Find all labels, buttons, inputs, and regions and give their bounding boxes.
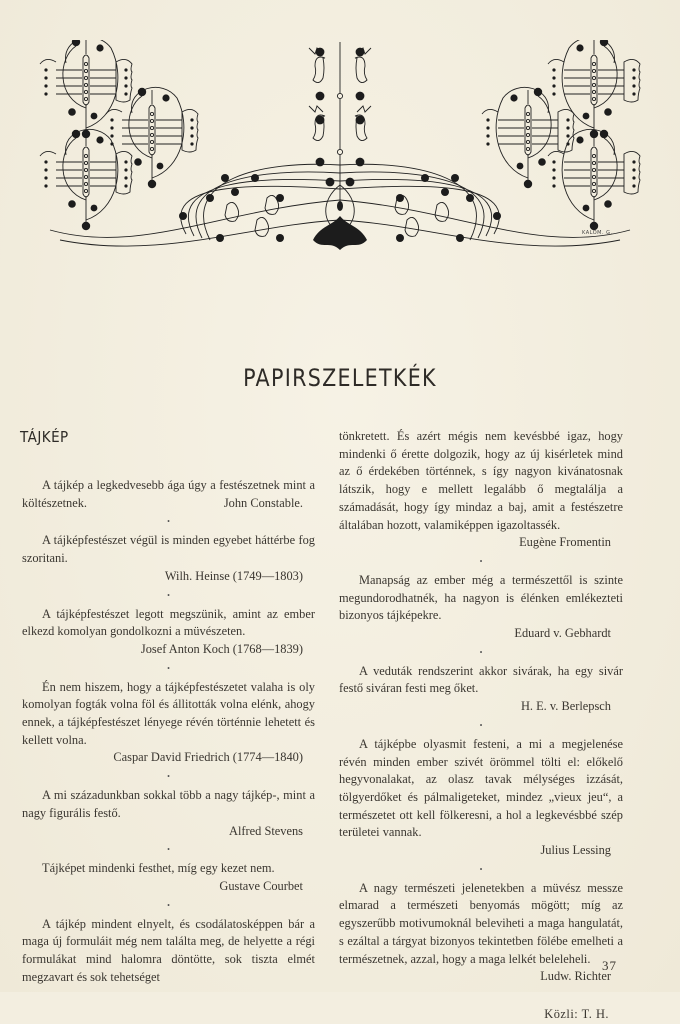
ornament-stroke xyxy=(63,138,86,200)
ornament-center-eye xyxy=(337,201,343,211)
quote-text: A tájképbe olyasmit festeni, a mi a megjelenése révén minden ember szivét örömmel tölti el: előkelő hegyvonalakat, az olasz tavak mélységes izzását, tölgyerdőket és pálmaligeteket, mindez „vieux jeu“, a természetet ott kell fölkeresni, a hol a legkevésbbé szép területei vannak. xyxy=(339,736,623,840)
ornament-dot xyxy=(632,184,635,187)
ornament-dot xyxy=(337,149,342,154)
ornament-dot xyxy=(91,113,98,120)
quote-separator: • xyxy=(167,663,170,673)
ornament-petals xyxy=(40,59,56,64)
quote-author: Wilh. Heinse (1749—1803) xyxy=(164,568,303,583)
ornament-dot xyxy=(134,158,142,166)
quote-separator: • xyxy=(167,772,170,782)
quote-block xyxy=(22,477,315,512)
ornament-petals xyxy=(40,151,56,156)
ornament-stroke xyxy=(357,106,371,112)
quote-text: A tájképfestészet végül is minden egyebet háttérbe fog szoritani. xyxy=(22,533,315,566)
ornament-dot xyxy=(526,147,529,150)
ornament-dot xyxy=(632,84,635,87)
ornament-dot xyxy=(206,194,214,202)
ornament-dot xyxy=(190,142,193,145)
quote-text: A tájkép mindent elnyelt, és csodálatosképpen bár a maga új formuláit még nem találta meg, de helyette a régi formulákat mind halomra döntötte, sok tiszta elmét megzavart és sok tehetséget xyxy=(22,916,315,984)
page-title: PAPIRSZELETKÉK xyxy=(243,364,437,393)
ornament-dot xyxy=(552,76,555,79)
ornament-dot xyxy=(150,126,153,129)
ornament-dot xyxy=(566,126,569,129)
ornament-dot xyxy=(326,178,335,187)
quote-author: Gustave Courbet xyxy=(219,878,303,893)
ornament-dot xyxy=(590,130,598,138)
ornament-dot xyxy=(44,168,47,171)
ornament-petals xyxy=(624,151,640,194)
ornament-dot xyxy=(190,118,193,121)
ornament-stroke xyxy=(594,138,617,200)
ornament-dot xyxy=(552,168,555,171)
ornament-dot xyxy=(421,174,429,182)
ornament-dot xyxy=(632,168,635,171)
ornament-dot xyxy=(456,234,464,242)
ornament-dot xyxy=(592,97,595,100)
ornament-dot xyxy=(526,112,529,115)
quote-text: A tájkép a legkedvesebb ága úgy a festészetnek mint a költészetnek. John Constable. xyxy=(22,477,315,512)
ornament-dot xyxy=(517,163,524,170)
page-number: 37 xyxy=(602,958,617,973)
ornament-dot xyxy=(526,119,529,122)
ornament-leaf xyxy=(355,57,367,83)
ornament-dot xyxy=(84,90,87,93)
ornament-dot xyxy=(84,182,87,185)
ornament-dot xyxy=(96,136,103,143)
ornament-dot xyxy=(138,88,146,96)
ornament-petals xyxy=(548,151,564,156)
ornament-dot xyxy=(190,126,193,129)
ornament-dot xyxy=(526,140,529,143)
ornament-dot xyxy=(251,174,259,182)
ornament-dot xyxy=(592,83,595,86)
ornament-dot xyxy=(190,134,193,137)
ornament-dot xyxy=(231,188,239,196)
quote-block xyxy=(22,916,315,987)
quote-block xyxy=(339,428,623,552)
ornament-dot xyxy=(84,83,87,86)
ornament-dot xyxy=(526,133,529,136)
ornament-dot xyxy=(124,68,127,71)
ornament-dot xyxy=(524,180,532,188)
ornament-dot xyxy=(566,118,569,121)
ornament-dot xyxy=(124,160,127,163)
quote-author: Alfred Stevens xyxy=(229,823,303,838)
ornament-stroke xyxy=(129,96,152,158)
ornament-dot xyxy=(552,84,555,87)
ornament-stroke xyxy=(309,106,323,112)
right-column xyxy=(339,428,623,1024)
ornament-dot xyxy=(552,92,555,95)
ornament-dot xyxy=(110,142,113,145)
ornament-dot xyxy=(583,113,590,120)
ornament-dot xyxy=(84,76,87,79)
quote-author: Caspar David Friedrich (1774—1840) xyxy=(113,750,303,765)
quote-block xyxy=(339,572,623,643)
ornament-dot xyxy=(632,76,635,79)
quote-text: A nagy természeti jelenetekben a müvész messze elmarad a természeti benyomás mögött; míg az egyszerűbb motivumoknál beleviheti a maga hangulatát, s ezáltal a tárgyat bizonyos tekintetben fölébe emelheti a természetnek, azzal, hogy a maga lelkét beleleheli. Ludw. Richter xyxy=(339,880,623,969)
quote-block xyxy=(339,663,623,716)
ornament-dot xyxy=(162,94,169,101)
ornament-dot xyxy=(150,140,153,143)
ornament-dot xyxy=(316,116,325,125)
ornament-dot xyxy=(84,154,87,157)
ornament-dot xyxy=(44,76,47,79)
ornament-dot xyxy=(526,126,529,129)
ornament-dot xyxy=(356,116,365,125)
ornament-dot xyxy=(552,68,555,71)
ornament-dot xyxy=(44,68,47,71)
ornament-dot xyxy=(84,97,87,100)
quote-separator: • xyxy=(479,864,483,874)
ornament-dot xyxy=(96,44,103,51)
ornament-dot xyxy=(396,234,404,242)
quote-text: Manapság az ember még a természettől is szinte megundorodhatnék, ha nagyon is élénken emlékezteti bizonyos tájképekre. xyxy=(339,572,623,623)
quote-author: Julius Lessing xyxy=(540,843,611,858)
ornament-dot xyxy=(110,126,113,129)
ornament-dot xyxy=(82,222,90,230)
ornament-dot xyxy=(84,161,87,164)
ornament-dot xyxy=(466,194,474,202)
ornament-dot xyxy=(592,189,595,192)
ornament-dot xyxy=(124,76,127,79)
ornament-dot xyxy=(110,118,113,121)
quote-separator: • xyxy=(167,900,170,910)
ornament-dot xyxy=(110,134,113,137)
quote-separator: • xyxy=(479,720,483,730)
ornament-dot xyxy=(592,76,595,79)
ornament-leaf xyxy=(255,217,269,236)
ornament-dot xyxy=(316,158,325,167)
ornament-dot xyxy=(150,133,153,136)
ornament-dot xyxy=(396,194,404,202)
ornament-dot xyxy=(84,62,87,65)
quote-text: A tájképfestészet legott megszünik, amint az ember elkezd komolyan gondolkozni a müvészeten. xyxy=(22,606,315,639)
ornament-dot xyxy=(592,69,595,72)
ornament-dot xyxy=(124,92,127,95)
ornament-dot xyxy=(157,163,164,170)
ornament-leaf xyxy=(435,202,449,221)
quote-author: Ludw. Richter xyxy=(540,969,611,984)
quote-block xyxy=(339,736,623,860)
quote-block xyxy=(22,679,315,768)
ornament-dot xyxy=(486,118,489,121)
quote-text: Én nem hiszem, hogy a tájképfestészetet valaha is oly komolyan fogták volna föl és állitották volna elénk, ahogy ennek, a tájképfestészet lényege révén történnie lehetett és kellett volna. xyxy=(22,679,315,747)
art-nouveau-ornament-header xyxy=(20,40,660,250)
quote-separator: • xyxy=(167,517,170,527)
quote-block xyxy=(22,532,315,585)
ornament-dot xyxy=(346,178,355,187)
ornament-dot xyxy=(552,184,555,187)
ornament-dot xyxy=(592,175,595,178)
ornament-dot xyxy=(221,174,229,182)
quote-author: H. E. v. Berlepsch xyxy=(520,699,611,714)
ornament-dot xyxy=(441,188,449,196)
ornament-leaf xyxy=(225,202,239,221)
quote-author: John Constable. xyxy=(223,495,303,510)
ornament-dot xyxy=(44,184,47,187)
ornament-dot xyxy=(552,176,555,179)
ornament-dot xyxy=(72,40,80,46)
ornament-dot xyxy=(592,182,595,185)
ornament-dot xyxy=(44,176,47,179)
ornament-dot xyxy=(592,154,595,157)
ornament-dot xyxy=(592,168,595,171)
ornament-dot xyxy=(592,161,595,164)
quote-block xyxy=(339,880,623,986)
ornament-dot xyxy=(566,134,569,137)
ornament-dot xyxy=(82,130,90,138)
ornament-dot xyxy=(148,180,156,188)
ornament-dot xyxy=(68,200,76,208)
ornament-dot xyxy=(632,68,635,71)
ornament-dot xyxy=(91,205,98,212)
ornament-dot xyxy=(124,176,127,179)
ornament-dot xyxy=(44,160,47,163)
ornament-dot xyxy=(538,158,546,166)
credit-line: Közli: T. H. xyxy=(544,1006,609,1021)
quote-block xyxy=(22,860,315,895)
ornament-dot xyxy=(84,168,87,171)
ornament-dot xyxy=(600,40,608,46)
ornament-dot xyxy=(583,205,590,212)
quote-author: Josef Anton Koch (1768—1839) xyxy=(140,641,303,656)
ornament-dot xyxy=(150,112,153,115)
ornament-dot xyxy=(124,168,127,171)
ornament-petals xyxy=(548,59,564,64)
quote-author: Eugène Fromentin xyxy=(519,535,611,550)
ornament-stroke xyxy=(528,96,551,158)
ornament-dot xyxy=(451,174,459,182)
ornament-dot xyxy=(576,136,583,143)
quote-block xyxy=(22,606,315,659)
ornament-leaf xyxy=(405,217,419,236)
quote-text: tönkretett. És azért mégis nem kevésbbé igaz, hogy mindenki ő érette dolgozik, hogy az új kisérletek mind az ő érdekében történnek, s így nagyon kivánatosnak látszik, hogy e mellett legalább ő megtalálja a számadását, hogy így mindaz a baj, amit a festészetre általában hozott, valamiképpen igazoltassék. Eugène Fromentin xyxy=(339,428,623,534)
ornament-dot xyxy=(486,126,489,129)
ornament-dot xyxy=(179,212,187,220)
ornament-dot xyxy=(592,62,595,65)
ornament-dot xyxy=(337,93,342,98)
ornament-dot xyxy=(604,200,612,208)
quote-text: A mi századunkban sokkal több a nagy tájkép-, mint a nagy figurális festő. xyxy=(22,788,315,820)
ornament-dot xyxy=(84,175,87,178)
ornament-dot xyxy=(124,184,127,187)
ornament-dot xyxy=(604,108,612,116)
ornament-dot xyxy=(632,92,635,95)
quote-block xyxy=(22,787,315,840)
ornament-dot xyxy=(566,142,569,145)
ornament-dot xyxy=(632,176,635,179)
ornament-center-flourish xyxy=(313,216,367,250)
ornament-dot xyxy=(150,147,153,150)
ornament-dot xyxy=(356,48,365,57)
section-heading: TÁJKÉP xyxy=(20,428,69,446)
ornament-dot xyxy=(552,160,555,163)
ornament-dot xyxy=(124,84,127,87)
quote-separator: • xyxy=(479,556,483,566)
ornament-dot xyxy=(84,69,87,72)
ornament-dot xyxy=(600,130,608,138)
quote-text: A veduták rendszerint akkor sivárak, ha egy sivár festő siváran festi meg őket. xyxy=(339,663,623,696)
ornament-dot xyxy=(276,194,284,202)
ornament-dot xyxy=(592,90,595,93)
quote-separator: • xyxy=(479,647,483,657)
ornament-petals xyxy=(624,59,640,102)
ornament-dot xyxy=(216,234,224,242)
ornament-stroke xyxy=(594,46,617,108)
ornament-dot xyxy=(150,119,153,122)
ornament-dot xyxy=(632,160,635,163)
ornament-dot xyxy=(510,94,517,101)
quote-author: Eduard v. Gebhardt xyxy=(514,626,611,641)
ornament-dot xyxy=(576,44,583,51)
ornament-dot xyxy=(590,222,598,230)
ornament-dot xyxy=(356,92,365,101)
ornament-dot xyxy=(72,130,80,138)
ornament-petals xyxy=(106,109,122,114)
quote-text: Tájképet mindenki festhet, míg egy kezet nem. xyxy=(42,861,275,876)
ornament-petals xyxy=(482,109,498,114)
ornament-dot xyxy=(276,234,284,242)
ornament-dot xyxy=(534,88,542,96)
ornament-stroke xyxy=(63,46,86,108)
quote-separator: • xyxy=(167,845,170,855)
ornament-dot xyxy=(486,142,489,145)
left-column xyxy=(22,477,315,986)
ornament-signature: KALOM. G. xyxy=(582,230,613,236)
ornament-dot xyxy=(356,158,365,167)
ornament-dot xyxy=(486,134,489,137)
ornament-dot xyxy=(493,212,501,220)
ornament-dot xyxy=(44,92,47,95)
ornament-leaf xyxy=(313,57,325,83)
ornament-dot xyxy=(316,48,325,57)
ornament-dot xyxy=(44,84,47,87)
ornament-dot xyxy=(316,92,325,101)
quote-separator: • xyxy=(167,590,170,600)
ornament-dot xyxy=(84,189,87,192)
ornament-dot xyxy=(68,108,76,116)
